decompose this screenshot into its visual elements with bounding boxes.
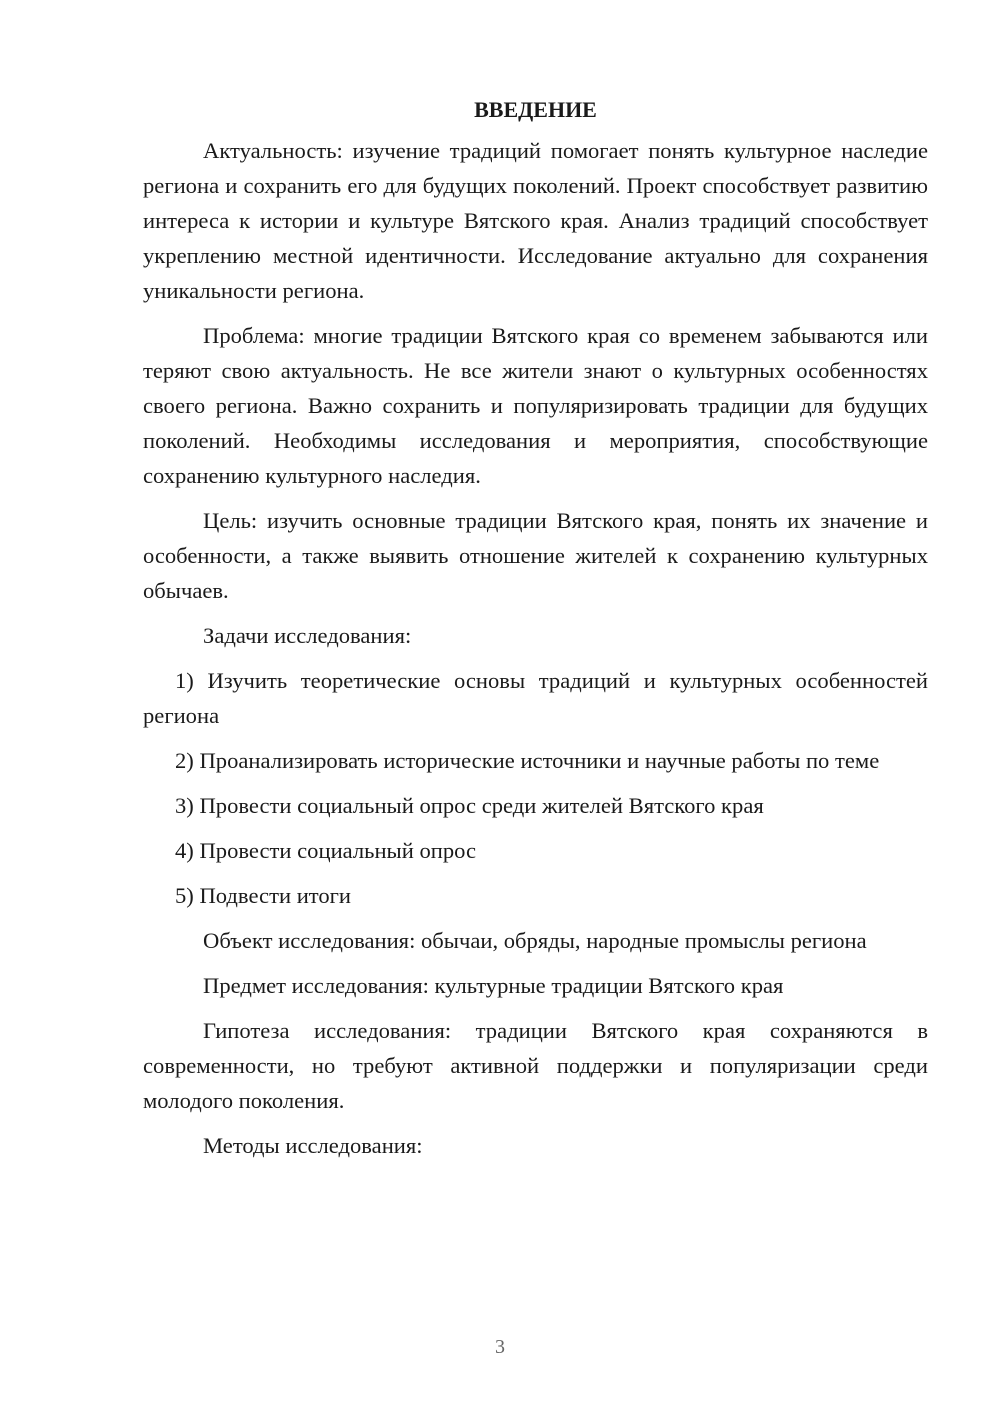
subject-paragraph: Предмет исследования: культурные традиции Вятского края [203,973,784,998]
task-item-3: 3) Провести социальный опрос среди жителей Вятского края [175,793,764,818]
task-item-1: 1) Изучить теоретические основы традиций и культурных особенностей региона [143,668,928,728]
task-item-5: 5) Подвести итоги [175,883,352,908]
relevance-paragraph: Актуальность: изучение традиций помогает понять культурное наследие региона и сохранить его для будущих поколений. Проект способствует развитию интереса к истории и культуре Вятского края. Анализ традиций способствует укреплению местной идентичности. Исследование актуально для сохранения уникальности региона. [143,138,928,303]
tasks-heading: Задачи исследования: [203,623,412,648]
task-item-4: 4) Провести социальный опрос [175,838,477,863]
page-number: 3 [495,1336,505,1358]
methods-heading: Методы исследования: [203,1133,423,1158]
document-page [143,95,928,1173]
problem-paragraph: Проблема: многие традиции Вятского края со временем забываются или теряют свою актуальность. Не все жители знают о культурных особенностях своего региона. Важно сохранить и популяризировать традиции для будущих поколений. Необходимы исследования и мероприятия, способствующие сохранению культурного наследия. [143,323,928,488]
section-title: ВВЕДЕНИЕ [474,97,597,122]
object-paragraph: Объект исследования: обычаи, обряды, народные промыслы региона [203,928,867,953]
goal-paragraph: Цель: изучить основные традиции Вятского края, понять их значение и особенности, а также выявить отношение жителей к сохранению культурных обычаев. [143,508,928,603]
hypothesis-paragraph: Гипотеза исследования: традиции Вятского края сохраняются в современности, но требуют активной поддержки и популяризации среди молодого поколения. [143,1018,928,1113]
task-item-2: 2) Проанализировать исторические источники и научные работы по теме [175,748,880,773]
